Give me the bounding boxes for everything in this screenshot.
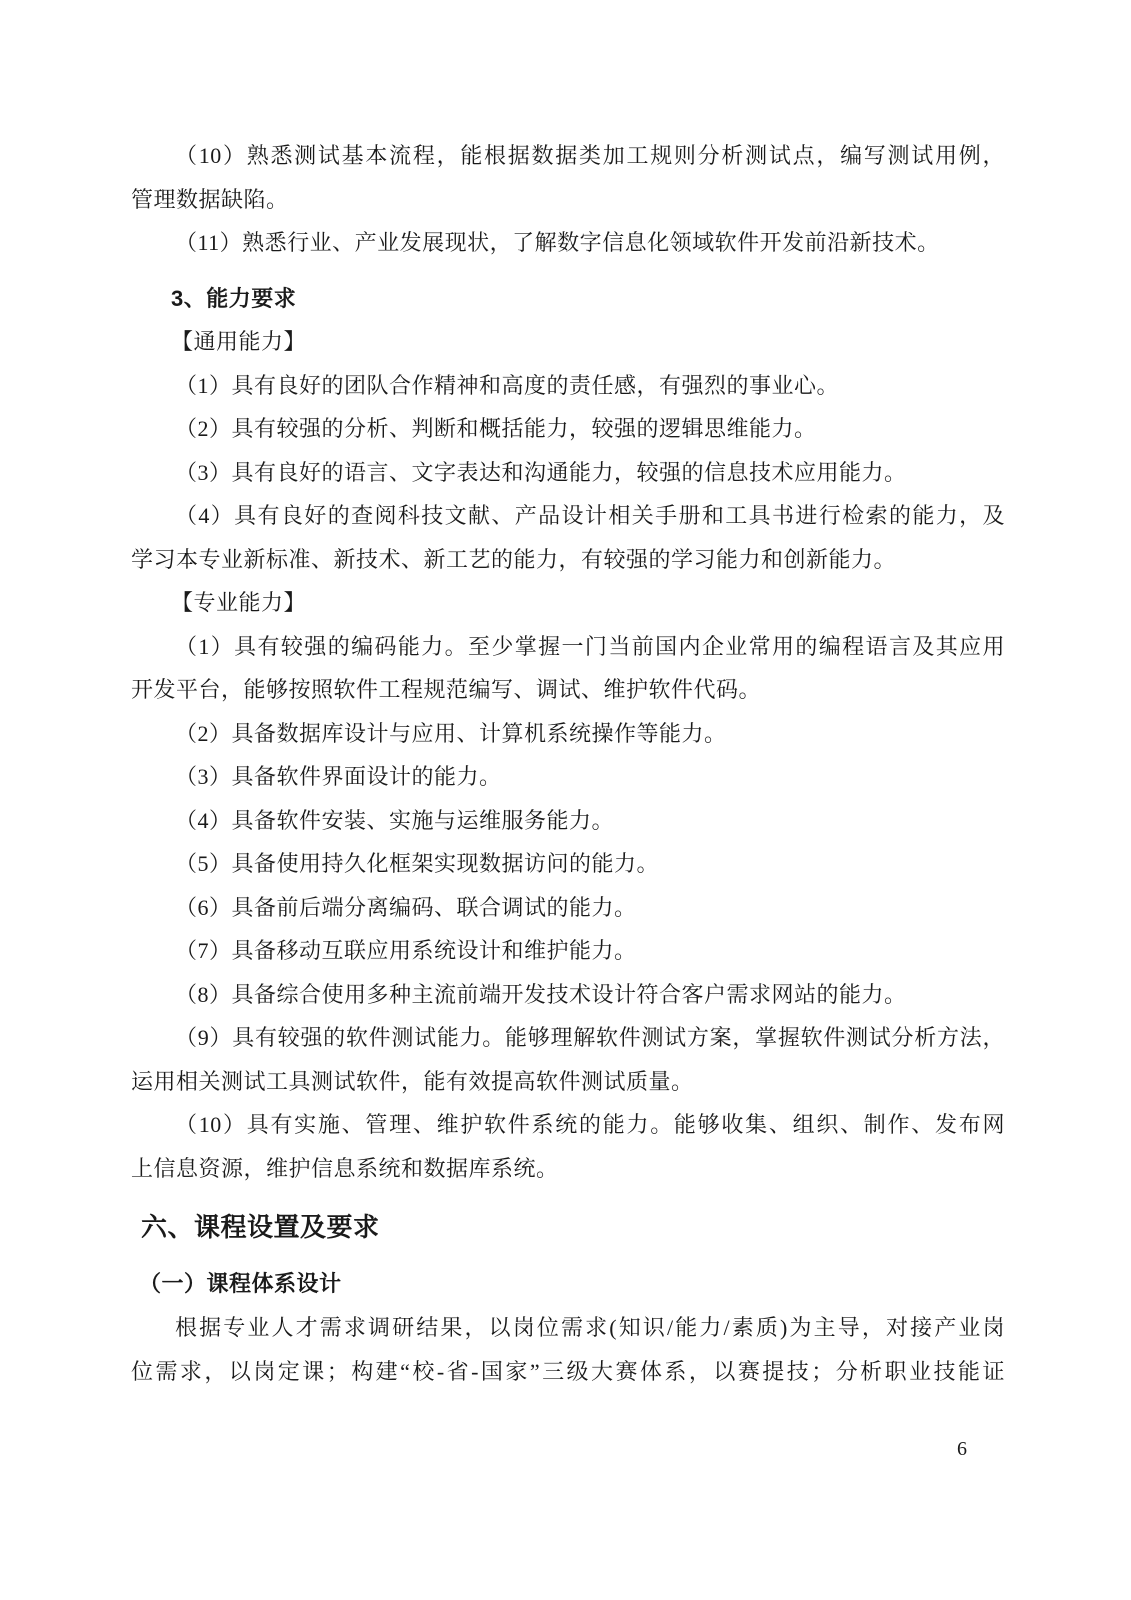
text-line: （11）熟悉行业、产业发展现状，了解数字信息化领域软件开发前沿新技术。 — [175, 230, 940, 255]
text-line: （2）具备数据库设计与应用、计算机系统操作等能力。 — [175, 720, 727, 746]
paragraph — [131, 799, 1005, 843]
page-number: 6 — [957, 1438, 967, 1460]
text-line: （7）具备移动互联应用系统设计和维护能力。 — [175, 938, 637, 963]
paragraph — [131, 494, 1005, 581]
paragraph — [131, 1103, 1005, 1190]
text-line: 学习本专业新标准、新技术、新工艺的能力，有较强的学习能力和创新能力。 — [131, 546, 897, 572]
paragraph — [131, 451, 1005, 495]
text-line: 开发平台，能够按照软件工程规范编写、调试、维护软件代码。 — [131, 677, 762, 702]
label-general-ability — [131, 320, 1005, 364]
text-line: 位需求，以岗定课；构建“校-省-国家”三级大赛体系，以赛提技；分析职业技能证 — [131, 1358, 1005, 1384]
paragraph — [131, 755, 1005, 799]
paragraph — [131, 134, 1005, 221]
paragraph — [131, 1306, 1005, 1393]
text-line: （1）具有良好的团队合作精神和高度的责任感，有强烈的事业心。 — [175, 372, 840, 398]
text-line: 运用相关测试工具测试软件，能有效提高软件测试质量。 — [131, 1068, 694, 1094]
paragraph — [131, 1016, 1005, 1103]
paragraph — [131, 929, 1005, 973]
paragraph — [131, 886, 1005, 930]
text-line: （4）具备软件安装、实施与运维服务能力。 — [175, 807, 615, 833]
paragraph — [131, 221, 1005, 265]
paragraph — [131, 364, 1005, 408]
text-line: 上信息资源，维护信息系统和数据库系统。 — [131, 1155, 559, 1181]
label-text: 【专业能力】 — [171, 590, 307, 615]
sub-heading-ability-requirements — [131, 277, 1005, 321]
chapter-heading-curriculum — [131, 1202, 1005, 1252]
heading-text: 3、能力要求 — [171, 285, 297, 311]
text-line: （10）熟悉测试基本流程，能根据数据类加工规则分析测试点，编写测试用例， — [175, 143, 1005, 168]
paragraph — [131, 407, 1005, 451]
label-text: 【通用能力】 — [171, 329, 307, 354]
heading-text: （一）课程体系设计 — [139, 1271, 342, 1296]
paragraph — [131, 712, 1005, 756]
text-line: （5）具备使用持久化框架实现数据访问的能力。 — [175, 851, 660, 876]
text-line: （3）具备软件界面设计的能力。 — [175, 764, 502, 789]
text-line: （1）具有较强的编码能力。至少掌握一门当前国内企业常用的编程语言及其应用 — [175, 633, 1005, 659]
text-line: （10）具有实施、管理、维护软件系统的能力。能够收集、组织、制作、发布网 — [175, 1112, 1005, 1137]
document-body — [131, 134, 1005, 1393]
text-line: 管理数据缺陷。 — [131, 186, 289, 212]
section-heading-curriculum-design — [131, 1262, 1005, 1306]
text-line: （2）具有较强的分析、判断和概括能力，较强的逻辑思维能力。 — [175, 416, 817, 441]
label-professional-ability — [131, 581, 1005, 625]
heading-text: 六、课程设置及要求 — [141, 1212, 380, 1242]
paragraph — [131, 842, 1005, 886]
text-line: （4）具有良好的查阅科技文献、产品设计相关手册和工具书进行检索的能力，及 — [175, 503, 1005, 528]
paragraph — [131, 625, 1005, 712]
text-line: 根据专业人才需求调研结果，以岗位需求(知识/能力/素质)为主导，对接产业岗 — [175, 1315, 1005, 1340]
text-line: （3）具有良好的语言、文字表达和沟通能力，较强的信息技术应用能力。 — [175, 459, 907, 485]
text-line: （9）具有较强的软件测试能力。能够理解软件测试方案，掌握软件测试分析方法， — [175, 1025, 1005, 1050]
text-line: （6）具备前后端分离编码、联合调试的能力。 — [175, 894, 637, 920]
text-line: （8）具备综合使用多种主流前端开发技术设计符合客户需求网站的能力。 — [175, 981, 907, 1007]
paragraph — [131, 973, 1005, 1017]
